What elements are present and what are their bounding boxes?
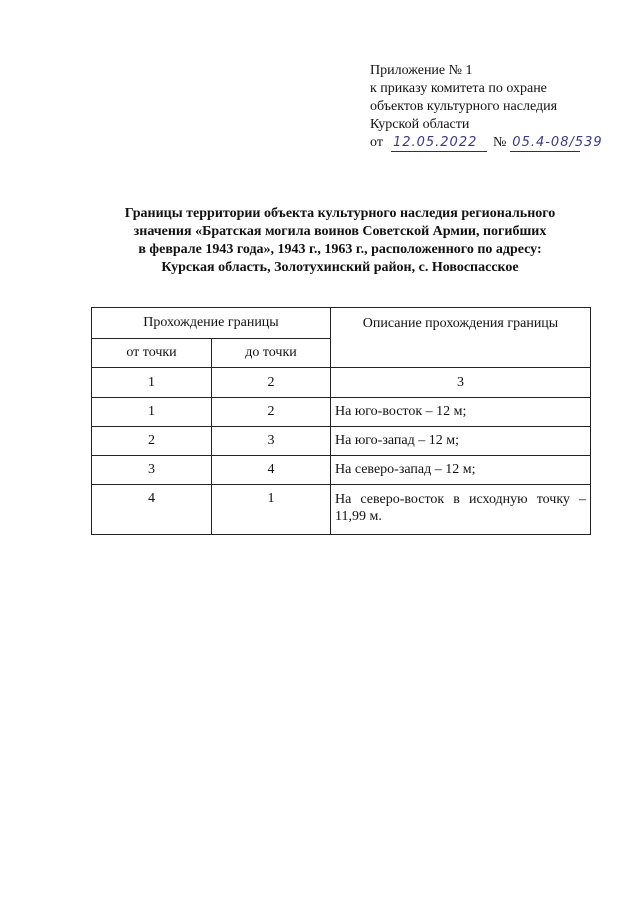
handwritten-date: 12.05.2022 xyxy=(391,135,487,152)
from-point-cell: 1 xyxy=(92,398,212,427)
description-cell: На северо-восток в исходную точку – 11,99 м. xyxy=(331,485,591,535)
column-number: 3 xyxy=(331,368,591,398)
description-cell: На северо-запад – 12 м; xyxy=(331,456,591,485)
table-row xyxy=(92,456,591,485)
title-line-3: в феврале 1943 года», 1943 г., 1963 г., расположенного по адресу: xyxy=(138,242,542,257)
table-header-row xyxy=(92,308,591,339)
header-to-point: до точки xyxy=(212,339,331,368)
boundary-table xyxy=(91,307,591,535)
column-number: 2 xyxy=(212,368,331,398)
title-line-2: значения «Братская могила воинов Советской Армии, погибших xyxy=(133,224,547,239)
description-cell: На юго-запад – 12 м; xyxy=(331,427,591,456)
from-point-cell: 3 xyxy=(92,456,212,485)
title-line-4: Курская область, Золотухинский район, с. Новоспасское xyxy=(161,260,519,275)
column-number: 1 xyxy=(92,368,212,398)
from-point-cell: 2 xyxy=(92,427,212,456)
appendix-committee-line: объектов культурного наследия xyxy=(370,99,558,114)
appendix-order-line: к приказу комитета по охране xyxy=(370,81,547,96)
handwritten-order-number: 05.4-08/539 xyxy=(512,135,603,150)
table-row xyxy=(92,485,591,535)
to-point-cell: 3 xyxy=(212,427,331,456)
header-from-point: от точки xyxy=(92,339,212,368)
column-numbering-row xyxy=(92,368,591,398)
header-boundary-description: Описание прохождения границы xyxy=(331,308,591,368)
to-point-cell: 4 xyxy=(212,456,331,485)
date-prefix: от xyxy=(370,135,383,150)
description-cell: На юго-восток – 12 м; xyxy=(331,398,591,427)
appendix-date-number-line xyxy=(370,134,603,152)
header-boundary-passage: Прохождение границы xyxy=(92,308,331,339)
from-point-cell: 4 xyxy=(92,485,212,535)
title-line-1: Границы территории объекта культурного наследия регионального xyxy=(124,206,556,221)
appendix-block xyxy=(370,62,603,152)
to-point-cell: 1 xyxy=(212,485,331,535)
appendix-region-line: Курской области xyxy=(370,117,470,132)
table-row xyxy=(92,398,591,427)
table-row xyxy=(92,427,591,456)
to-point-cell: 2 xyxy=(212,398,331,427)
number-sign: № xyxy=(492,135,507,150)
appendix-title: Приложение № 1 xyxy=(370,63,473,78)
document-title xyxy=(80,205,600,277)
